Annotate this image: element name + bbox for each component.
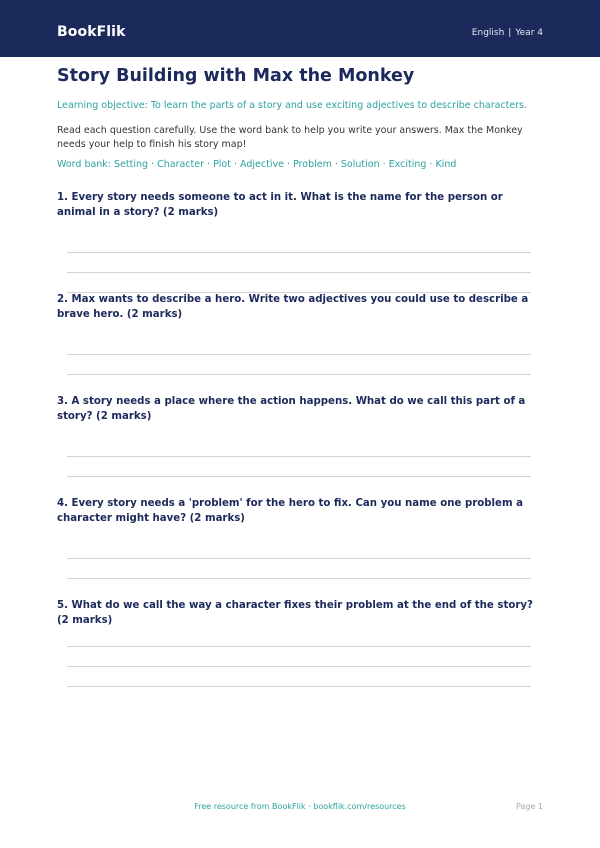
answer-line-1b[interactable]	[67, 272, 531, 273]
word-bank: Word bank: Setting · Character · Plot · Adjective · Problem · Solution · Exciting · Kind	[57, 159, 457, 170]
year-label: Year 4	[515, 28, 543, 38]
question-3: 3. A story needs a place where the action happens. What do we call this part of a story? (2 marks)	[57, 396, 526, 422]
instructions-text: Read each question carefully. Use the word bank to help you write your answers. Max the Monkey needs your help to finish his story map!	[57, 125, 523, 150]
question-4: 4. Every story needs a 'problem' for the hero to fix. Can you name one problem a character might have? (2 marks)	[57, 498, 523, 524]
question-5: 5. What do we call the way a character fixes their problem at the end of the story? (2 marks)	[57, 600, 533, 626]
answer-line-4b[interactable]	[67, 578, 531, 579]
header-meta	[472, 28, 543, 38]
page-number: Page 1	[516, 802, 543, 811]
answer-line-3b[interactable]	[67, 476, 531, 477]
brand-logo[interactable]: BookFlik	[57, 24, 126, 40]
learning-objective: Learning objective: To learn the parts of a story and use exciting adjectives to describe characters.	[57, 100, 528, 111]
header-bar	[0, 0, 600, 57]
answer-line-5b[interactable]	[67, 666, 531, 667]
meta-separator: |	[508, 28, 512, 38]
answer-line-5a[interactable]	[67, 646, 531, 647]
footer-text[interactable]: Free resource from BookFlik · bookflik.com/resources	[194, 802, 406, 811]
answer-line-4a[interactable]	[67, 558, 531, 559]
answer-line-5c[interactable]	[67, 686, 531, 687]
question-2: 2. Max wants to describe a hero. Write two adjectives you could use to describe a brave hero. (2 marks)	[57, 294, 529, 320]
subject-label: English	[471, 28, 505, 38]
question-1: 1. Every story needs someone to act in it. What is the name for the person or animal in a story? (2 marks)	[57, 192, 503, 218]
page-title: Story Building with Max the Monkey	[57, 66, 415, 86]
answer-line-2b[interactable]	[67, 374, 531, 375]
answer-line-1a[interactable]	[67, 252, 531, 253]
answer-line-3a[interactable]	[67, 456, 531, 457]
answer-line-2a[interactable]	[67, 354, 531, 355]
